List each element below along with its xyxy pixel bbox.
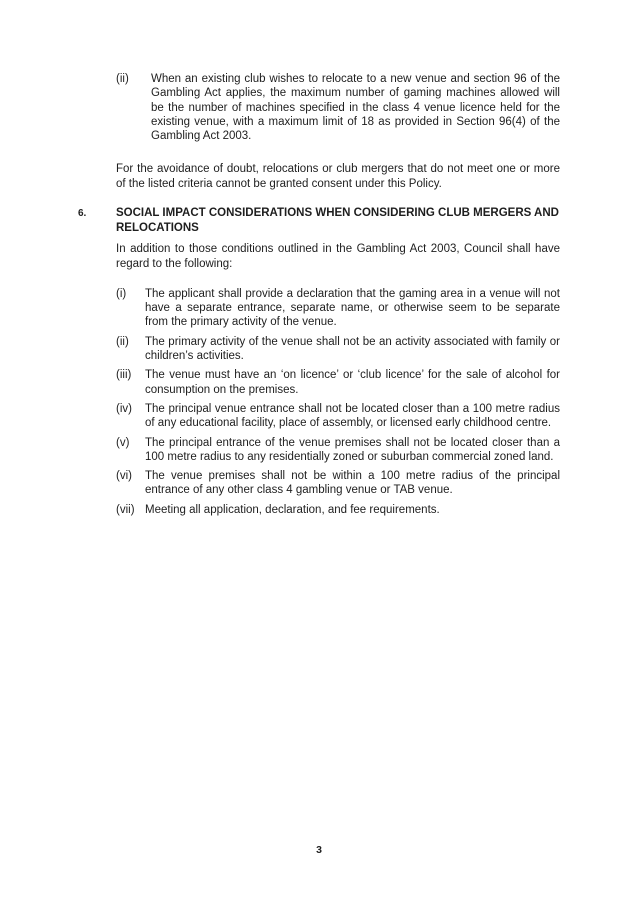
- list-item-marker: (ii): [116, 73, 129, 85]
- list-item-marker: (ii): [116, 335, 129, 348]
- list-item-text: The primary activity of the venue shall not be an activity associated with family or children’s activities.: [145, 335, 560, 363]
- list-item-text: Meeting all application, declaration, and fee requirements.: [145, 503, 440, 516]
- list-item-text: The principal venue entrance shall not be located closer than a 100 metre radius of any educational facility, place of assembly, or licensed early childhood centre.: [145, 402, 560, 430]
- document-body: [78, 72, 560, 517]
- paragraph-avoidance: For the avoidance of doubt, relocations or club mergers that do not meet one or more of the listed criteria cannot be granted consent under this Policy.: [116, 163, 560, 190]
- page-number: 3: [316, 844, 322, 856]
- list-item: [116, 368, 560, 397]
- section-title: SOCIAL IMPACT CONSIDERATIONS WHEN CONSIDERING CLUB MERGERS AND RELOCATIONS: [116, 207, 559, 234]
- list-item-marker: (vii): [116, 503, 135, 516]
- section-number: 6.: [78, 208, 87, 220]
- list-item-marker: (v): [116, 436, 130, 449]
- list-item-text: The venue must have an ‘on licence’ or ‘club licence’ for the sale of alcohol for consumption on the premises.: [145, 369, 560, 396]
- list-item: [116, 72, 560, 143]
- list-item: [116, 287, 560, 330]
- list-item: [116, 503, 560, 517]
- section-heading: [78, 206, 560, 235]
- list-item-text: The venue premises shall not be within a 100 metre radius of the principal entrance of any other class 4 gambling venue or TAB venue.: [145, 470, 560, 497]
- list-item-marker: (i): [116, 287, 127, 300]
- page-footer: [0, 843, 638, 857]
- list-item-marker: (vi): [116, 470, 132, 483]
- list-item: [116, 469, 560, 498]
- list-item: [116, 402, 560, 431]
- list-item-text: The applicant shall provide a declaration that the gaming area in a venue will not have a separate entrance, separate name, or otherwise seem to be separate from the primary activity of the venue.: [145, 287, 560, 329]
- list-item-text: When an existing club wishes to relocate to a new venue and section 96 of the Gambling Act applies, the maximum number of gaming machines allowed will be the number of machines specified in the class 4 venue licence held for the existing venue, with a maximum limit of 18 as provided in Section 96(4) of the Gambling Act 2003.: [151, 73, 560, 143]
- list-item: [116, 335, 560, 364]
- list-item-text: The principal entrance of the venue premises shall not be located closer than a 100 metre radius to any residentially zoned or suburban commercial zoned land.: [145, 436, 560, 463]
- list-item-marker: (iv): [116, 402, 132, 415]
- list-item: [116, 436, 560, 465]
- list-item-marker: (iii): [116, 369, 132, 382]
- paragraph-lead: In addition to those conditions outlined in the Gambling Act 2003, Council shall have regard to the following:: [116, 243, 560, 270]
